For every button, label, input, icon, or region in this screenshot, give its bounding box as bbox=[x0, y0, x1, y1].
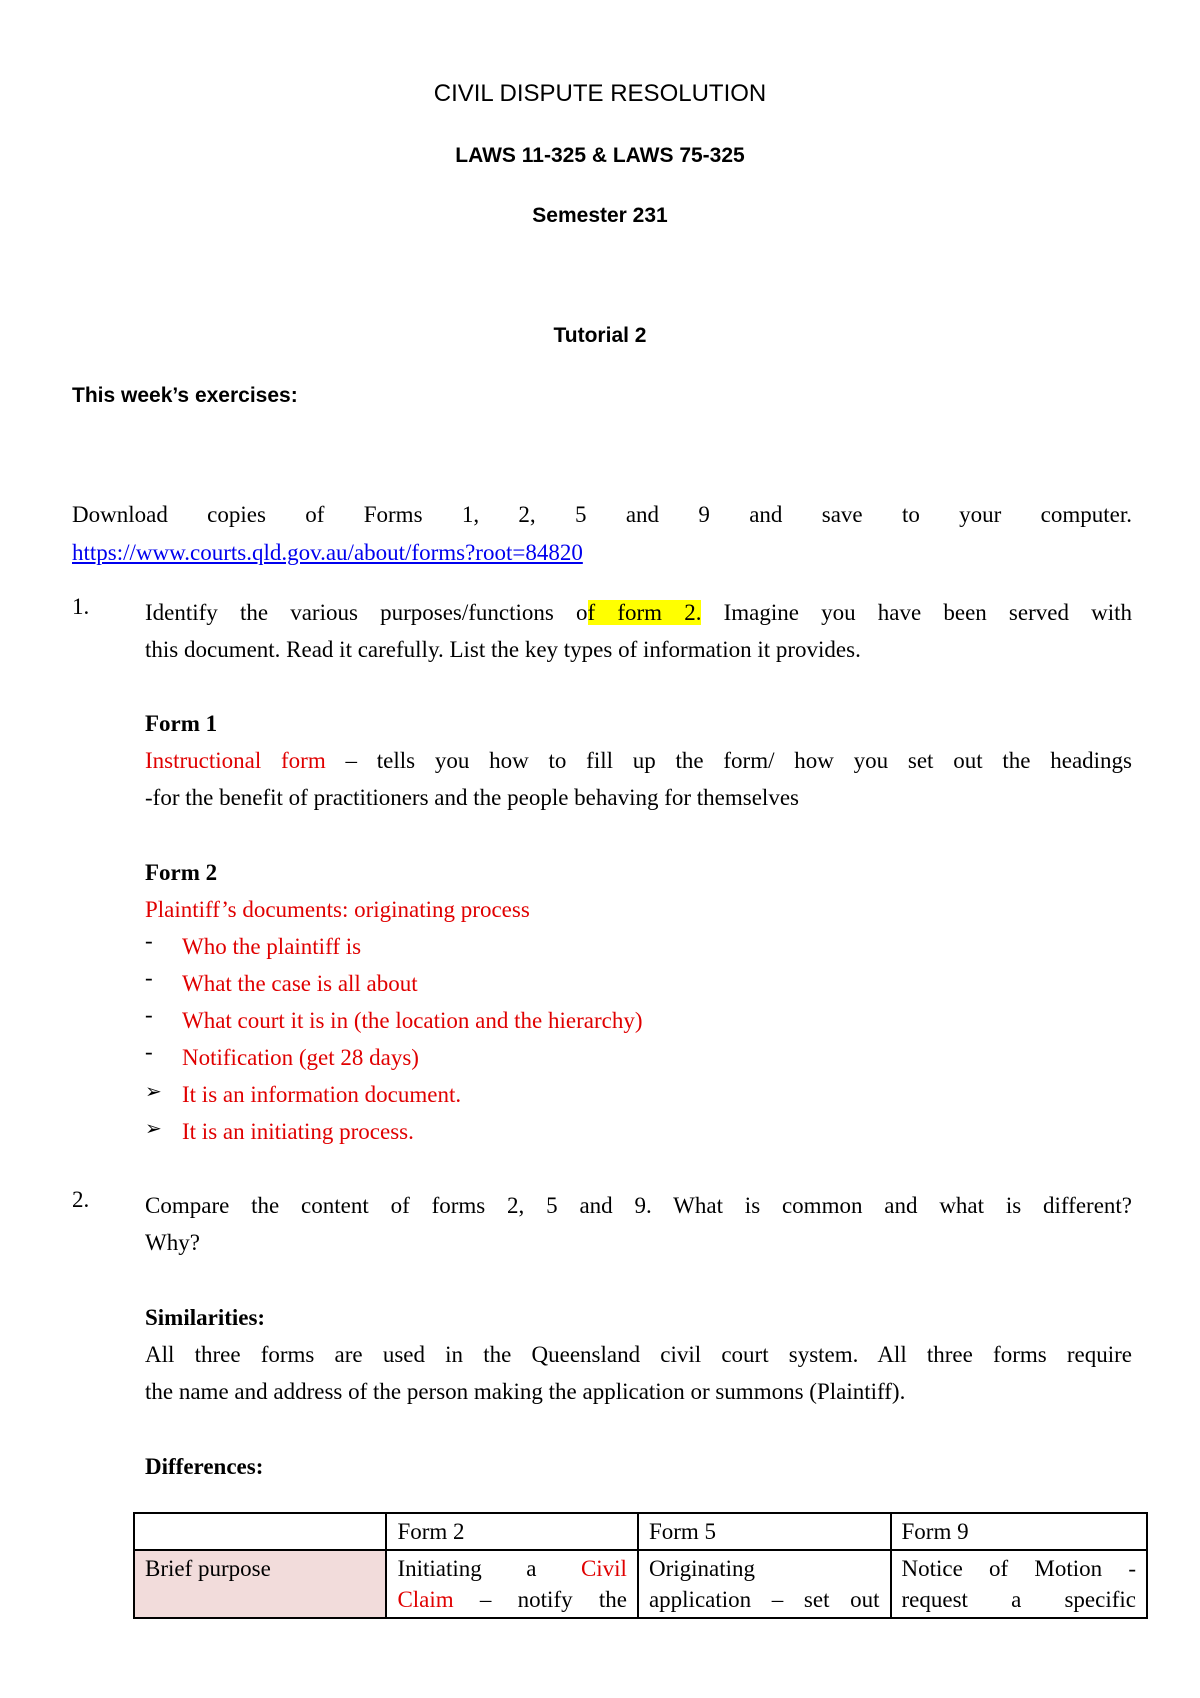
form-2-item: Notification (get 28 days) bbox=[182, 1045, 419, 1070]
forms-link[interactable]: https://www.courts.qld.gov.au/about/forms?root=84820 bbox=[72, 540, 583, 565]
cell-red-text: Civil bbox=[580, 1556, 627, 1581]
form-9-cell-line-1: Notice of Motion - bbox=[901, 1556, 1136, 1581]
form-9-cell-line-2: request a specific bbox=[901, 1587, 1136, 1612]
form-2-point: It is an information document. bbox=[182, 1082, 462, 1107]
question-2-number: 2. bbox=[72, 1187, 90, 1212]
course-codes: LAWS 11-325 & LAWS 75-325 bbox=[455, 144, 745, 167]
form-5-cell-line-1: Originating bbox=[648, 1556, 755, 1581]
question-1-line-2: this document. Read it carefully. List the key types of information it provides. bbox=[145, 637, 861, 662]
table-cell-form-9 bbox=[891, 1550, 1147, 1618]
semester: Semester 231 bbox=[532, 204, 668, 227]
dash-bullet: - bbox=[145, 928, 153, 953]
form-1-line-1-rest: – tells you how to fill up the form/ how you set out the headings bbox=[325, 748, 1132, 773]
form-2-subheading: Plaintiff’s documents: originating process bbox=[145, 897, 530, 922]
q1-text-a: Identify the various purposes/functions o bbox=[145, 600, 588, 625]
cell-red-text: Claim bbox=[397, 1587, 454, 1612]
question-1-number: 1. bbox=[72, 594, 90, 619]
table-header-cell: Form 5 bbox=[638, 1513, 891, 1550]
question-2-line-1: Compare the content of forms 2, 5 and 9. What is common and what is different? bbox=[145, 1193, 1132, 1218]
form-2-cell-line-2 bbox=[397, 1584, 627, 1615]
similarities-line-1: All three forms are used in the Queensland civil court system. All three forms require bbox=[145, 1342, 1132, 1367]
exercises-heading: This week’s exercises: bbox=[72, 384, 298, 407]
form-1-red-lead: Instructional form bbox=[145, 748, 326, 773]
differences-heading: Differences: bbox=[145, 1454, 264, 1479]
form-5-cell-line-2: application – set out bbox=[648, 1587, 880, 1612]
question-1-line-1 bbox=[145, 594, 1132, 631]
similarities-heading: Similarities: bbox=[145, 1305, 266, 1330]
form-2-item: What the case is all about bbox=[182, 971, 418, 996]
form-2-heading: Form 2 bbox=[145, 860, 218, 885]
row-label-brief-purpose: Brief purpose bbox=[134, 1550, 386, 1618]
table-row bbox=[134, 1550, 1147, 1618]
dash-bullet: - bbox=[145, 965, 153, 990]
table-cell-form-2 bbox=[386, 1550, 638, 1618]
form-2-item: Who the plaintiff is bbox=[182, 934, 362, 959]
tutorial-title: Tutorial 2 bbox=[553, 324, 647, 347]
cell-text: Initiating a bbox=[397, 1556, 581, 1581]
document-title: CIVIL DISPUTE RESOLUTION bbox=[433, 80, 767, 107]
table-header-cell bbox=[134, 1513, 386, 1550]
arrow-bullet-icon: ➢ bbox=[145, 1118, 162, 1140]
form-1-heading: Form 1 bbox=[145, 711, 218, 736]
table-cell-form-5 bbox=[638, 1550, 891, 1618]
form-2-point: It is an initiating process. bbox=[182, 1119, 414, 1144]
table-header-cell: Form 9 bbox=[891, 1513, 1147, 1550]
form-1-line-2: -for the benefit of practitioners and the people behaving for themselves bbox=[145, 785, 799, 810]
form-1-line-1 bbox=[145, 742, 1132, 779]
download-instructions: Download copies of Forms 1, 2, 5 and 9 and save to your computer. bbox=[72, 502, 1132, 527]
form-2-item: What court it is in (the location and the hierarchy) bbox=[182, 1008, 643, 1033]
cell-text: – notify the bbox=[453, 1587, 627, 1612]
dash-bullet: - bbox=[145, 1002, 153, 1027]
question-2-line-2: Why? bbox=[145, 1230, 200, 1255]
q1-text-b: Imagine you have been served with bbox=[701, 600, 1133, 625]
differences-table bbox=[133, 1512, 1148, 1619]
q1-highlight: f form 2. bbox=[587, 600, 702, 625]
form-2-cell-line-1 bbox=[397, 1553, 627, 1584]
table-header-cell: Form 2 bbox=[386, 1513, 638, 1550]
table-header-row bbox=[134, 1513, 1147, 1550]
arrow-bullet-icon: ➢ bbox=[145, 1081, 162, 1103]
dash-bullet: - bbox=[145, 1039, 153, 1064]
similarities-line-2: the name and address of the person making the application or summons (Plaintiff). bbox=[145, 1379, 906, 1404]
